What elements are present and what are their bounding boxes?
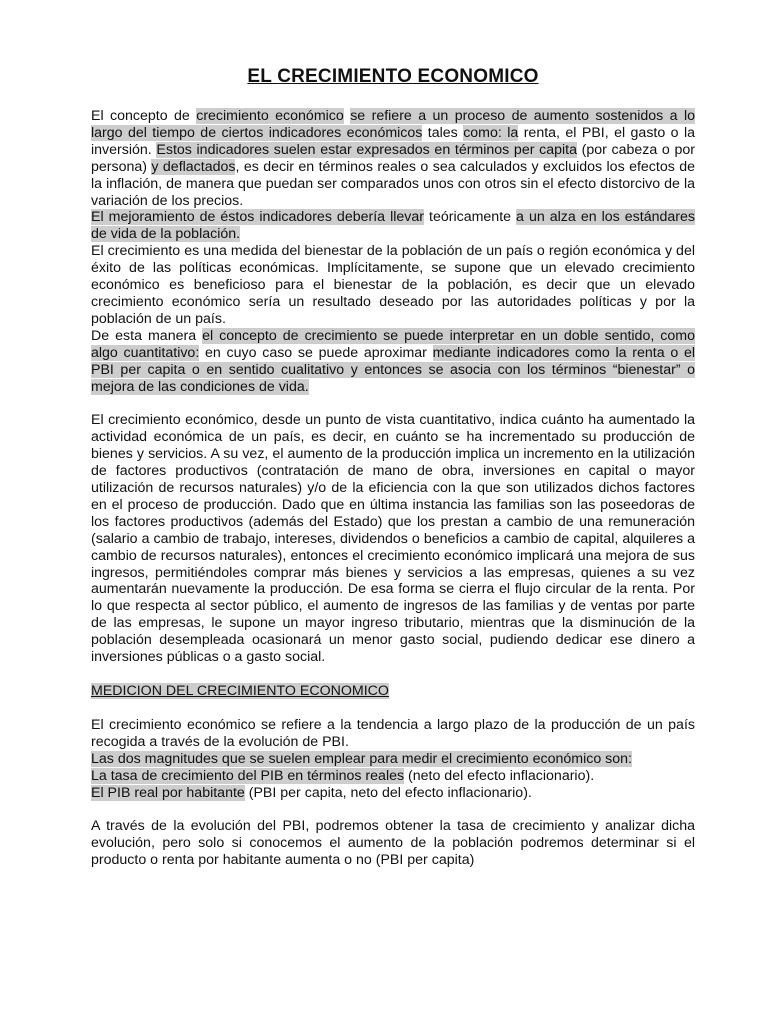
paragraph-evolution: A través de la evolución del PBI, podremos obtener la tasa de crecimiento y analizar dicha evolución, pero solo si conocemos el aumento de la población podremos determinar si el producto o renta por habitante aumenta o no (PBI per capita): [91, 818, 695, 869]
highlighted-text: como: la: [463, 124, 519, 141]
paragraph-quantitative: El crecimiento económico, desde un punto de vista cuantitativo, indica cuánto ha aumentado la actividad económica de un país, es decir, en cuánto se ha incrementado su producción de bienes y servicios. A su vez, el aumento de la producción implica un incremento en la utilización de factores productivos (contratación de mano de obra, inversiones en capital o mayor utilización de recursos naturales) y/o de la eficiencia con la que son utilizados dichos factores en el proceso de producción. Dado que en última instancia las familias son las poseedoras de los factores productivos (además del Estado) que los prestan a cambio de una remuneración (salario a cambio de trabajo, intereses, dividendos o beneficios a cambio de capital, alquileres a cambio de recursos naturales), entonces el crecimiento económico implicará una mejora de sus ingresos, permitiéndoles comprar más bienes y servicios a las empresas, quienes a su vez aumentarán nuevamente la producción. De esa forma se cierra el flujo circular de la renta. Por lo que respecta al sector público, el aumento de ingresos de las familias y de ventas por parte de las empresas, le supone un mayor ingreso tributario, mientras que la disminución de la población desempleada ocasionará un menor gasto social, pudiendo dedicar ese dinero a inversiones públicas o a gasto social.: [91, 412, 695, 666]
paragraph-spacer: [91, 666, 695, 683]
document-title: EL CRECIMIENTO ECONOMICO: [247, 66, 539, 87]
highlighted-text: y deflactados: [151, 158, 236, 175]
text-run: (PBI per capita, neto del efecto inflacionario).: [244, 784, 532, 801]
text-run: , es decir en términos reales o sea calculados y excluidos los efectos de la inflación, de manera que puedan ser comparados unos con otros sin el efecto distorcivo de la variación de los precios.: [91, 158, 695, 209]
highlighted-text: Las dos magnitudes que se suelen emplear para medir el crecimiento económico son:: [91, 750, 632, 767]
paragraph-improvement: [91, 209, 695, 243]
text-run: teóricamente: [423, 209, 517, 226]
paragraph-spacer: [91, 700, 695, 717]
highlighted-text: Estos indicadores suelen estar expresados en términos per capita: [156, 141, 577, 158]
paragraph-double-sense: [91, 328, 695, 396]
highlighted-text: El PIB real por habitante: [91, 784, 245, 801]
section-heading: [91, 683, 695, 700]
highlighted-text: mediante indicadores como la renta o el PBI per capita o en sentido cualitativo y entonces se asocia con los términos “bienestar” o mejora de las condiciones de vida.: [91, 344, 695, 395]
highlighted-text: crecimiento económico: [196, 108, 344, 124]
text-run: De esta manera: [91, 327, 203, 344]
highlighted-text: MEDICION DEL CRECIMIENTO ECONOMICO: [91, 683, 389, 699]
paragraph-concept: [91, 108, 695, 209]
highlighted-text: se refiere a un proceso de aumento sostenidos a lo largo del tiempo de ciertos indicadores económicos: [91, 108, 695, 141]
paragraph-spacer: [91, 395, 695, 412]
paragraph-magnitudes: [91, 751, 695, 768]
highlighted-text: La tasa de crecimiento del PIB en términos reales: [91, 767, 405, 784]
paragraph-per-capita: [91, 785, 695, 802]
paragraph-growth-rate: [91, 768, 695, 785]
paragraph-wellbeing: El crecimiento es una medida del bienestar de la población de un país o región económica y del éxito de las políticas económicas. Implícitamente, se supone que un elevado crecimiento económico es beneficioso para el bienestar de la población, es decir que un elevado crecimiento económico sería un resultado deseado por las autoridades políticas y por la población de un país.: [91, 243, 695, 327]
highlighted-text: El mejoramiento de éstos indicadores debería llevar: [91, 209, 424, 226]
highlighted-text: el concepto de crecimiento se puede interpretar en un doble sentido, como algo cuantitativo:: [91, 327, 695, 361]
text-run: tales: [422, 124, 464, 141]
text-run: [427, 345, 433, 361]
text-run: renta, el PBI, el gasto o la inversión: [91, 124, 696, 158]
paragraph-spacer: [91, 801, 695, 818]
text-run: en cuyo caso se puede aproximar: [199, 344, 427, 361]
text-run: (neto del efecto inflacionario).: [404, 767, 595, 784]
paragraph-long-term: El crecimiento económico se refiere a la tendencia a largo plazo de la producción de un país recogida a través de la evolución de PBI.: [91, 716, 695, 750]
highlighted-text: a un alza en los estándares de vida de la población.: [91, 209, 695, 243]
text-run: El concepto de: [91, 108, 197, 124]
text-run: .: [147, 141, 157, 158]
text-run: (por cabeza o por persona): [91, 141, 695, 175]
